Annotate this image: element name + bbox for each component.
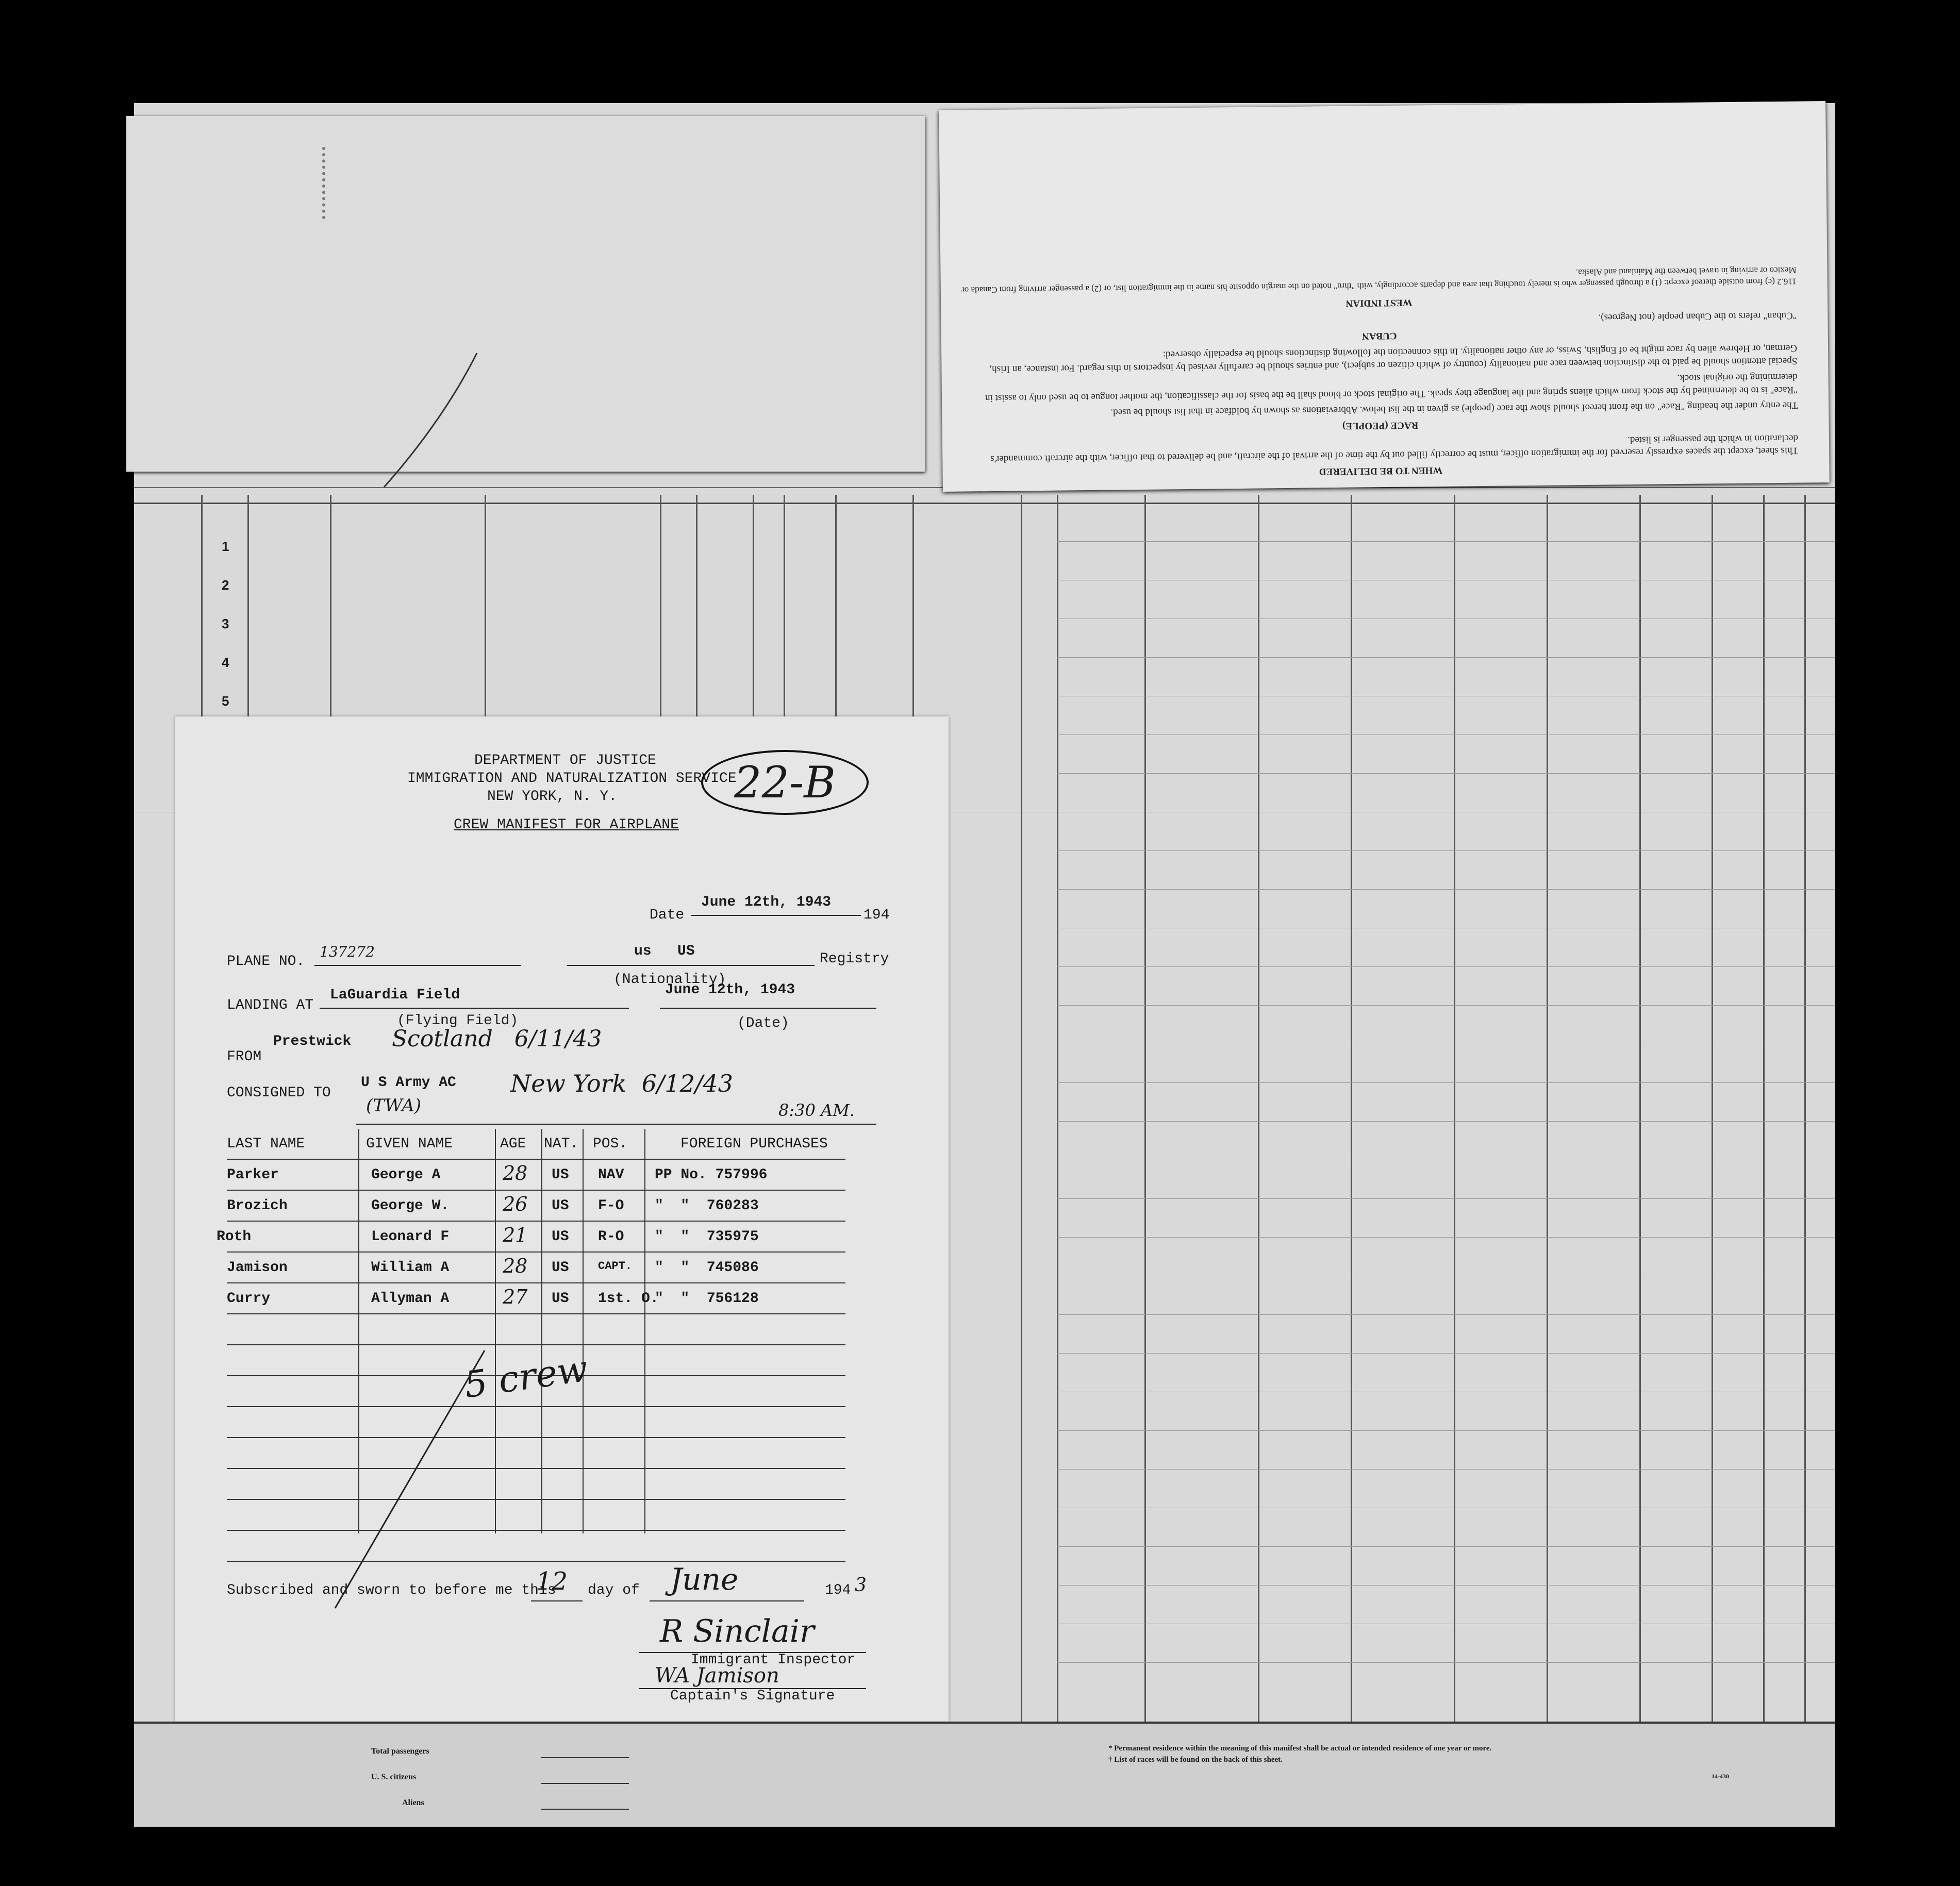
row-number: 4 [222, 655, 229, 670]
rule-reference: 116.2 (c) from outside thereof except: (1) a through passenger who is merely touching that area and departs accordingly, with "thru" noted on the margin opposite his name in the immigration list, or (2) a passenger arriving from Canada or Mexico or arriving in travel between the Mainland and Alaska. [961, 265, 1797, 295]
upside-down-instructions [959, 112, 1798, 481]
nationality-caption: (Nationality) [613, 972, 726, 988]
last-name: Roth [217, 1229, 252, 1245]
captain-label: Captain's Signature [670, 1688, 835, 1704]
pen-stroke [322, 348, 554, 492]
folded-instructions-flap [939, 101, 1830, 492]
position: F-O [598, 1198, 624, 1214]
table-row-empty [227, 1407, 845, 1438]
heading-west-indian: WEST INDIAN [1346, 297, 1413, 309]
given-name: Allyman A [371, 1291, 450, 1307]
position: CAPT. [598, 1260, 633, 1273]
landing-line [320, 1008, 629, 1009]
crew-manifest-card [175, 716, 949, 1722]
table-row-empty [227, 1531, 845, 1562]
table-row-empty [227, 1314, 845, 1345]
position: NAV [598, 1167, 624, 1183]
city-heading: NEW YORK, N. Y. [487, 789, 618, 805]
column-divider [1258, 495, 1259, 1814]
row-rule [1057, 1082, 1835, 1083]
oath-day-line [531, 1600, 583, 1601]
from-handwritten: Scotland 6/11/43 [392, 1026, 602, 1052]
age: 21 [503, 1224, 528, 1246]
flying-field-caption: (Flying Field) [397, 1013, 519, 1029]
row-rule [1057, 1546, 1835, 1547]
last-name: Brozich [227, 1198, 288, 1214]
folded-flap-left [126, 116, 925, 472]
age: 28 [503, 1162, 528, 1184]
row-rule [1057, 541, 1835, 542]
date-suffix: 194 [863, 907, 890, 923]
last-name: Curry [227, 1291, 271, 1307]
stamp-number: 22-B [701, 750, 869, 815]
col-age: AGE [500, 1136, 526, 1152]
table-row [217, 1222, 845, 1253]
footnote-residence: * Permanent residence within the meaning of this manifest shall be actual or intended residence of one year or more. [1108, 1744, 1492, 1753]
inspector-label: Immigrant Inspector [691, 1652, 856, 1668]
column-divider [1454, 495, 1455, 1814]
column-divider [1351, 495, 1352, 1814]
instructions-para: Special attention should be paid to the distinction between race and nationality (country of which citizen or subject), and entries should be carefully revised by inspectors in this regard. For instance, an Irish, German, or Hebrew alien by race might be of English, Swiss, or any other nationality. In this connection the following distinctions should be especially observed: [989, 343, 1798, 375]
total-passengers-label: Total passengers [371, 1747, 429, 1756]
row-rule [1057, 1314, 1835, 1315]
heading-cuban: CUBAN [1361, 330, 1397, 342]
oath-text-b: day of [588, 1582, 640, 1598]
row-rule [1057, 1469, 1835, 1470]
row-rule [1057, 1353, 1835, 1354]
consigned-handwritten: New York 6/12/43 [510, 1070, 733, 1097]
date-value: June 12th, 1943 [701, 894, 832, 910]
nationality: US [552, 1198, 569, 1214]
nationality: US [552, 1167, 569, 1183]
form-title: CREW MANIFEST FOR AIRPLANE [454, 817, 679, 833]
form-number: 14-430 [1712, 1773, 1729, 1780]
aliens-line [541, 1809, 629, 1810]
instructions-para: "Race" is to be determined by the stock from which aliens spring and the language they speak. The original stock or blood shall be the basis for the classification, the mother tongue to be used only to assist in determining the original stock. [985, 371, 1798, 404]
position: R-O [598, 1229, 624, 1245]
given-name: George A [371, 1167, 441, 1183]
instructions-para: The entry under the heading "Race" on the front hereof should show the race (people) as given in the list below. Abbreviations as shown by boldface in that list should be used. [1110, 399, 1798, 418]
captain-signature: WA Jamison [655, 1664, 779, 1688]
table-row-empty [227, 1438, 845, 1469]
nationality-values: us US [634, 943, 695, 959]
nationality: US [552, 1291, 569, 1307]
row-rule [1057, 773, 1835, 774]
row-number: 3 [222, 616, 229, 631]
sheet-footer [134, 1722, 1835, 1827]
column-divider [1763, 495, 1765, 1814]
from-value: Prestwick [273, 1033, 352, 1049]
consigned-line [356, 1124, 876, 1125]
col-foreign-purchases: FOREIGN PURCHASES [680, 1136, 828, 1152]
column-divider [1804, 495, 1806, 1814]
consigned-sub: (TWA) [366, 1095, 422, 1116]
last-name: Parker [227, 1167, 279, 1183]
column-divider [1021, 495, 1022, 1814]
oath-month-line [650, 1600, 804, 1601]
registry-label: Registry [820, 951, 889, 967]
position: 1st. O. [598, 1291, 659, 1307]
age: 26 [503, 1193, 528, 1215]
landing-label: LANDING AT [227, 997, 314, 1013]
landing-value: LaGuardia Field [330, 987, 460, 1003]
instructions-para: This sheet, except the spaces expressly reserved for the immigration officer, must be correctly filled out by the time of the arrival of the aircraft, and be delivered to that officer, with the aircraft commander's declaration in which the passenger is listed. [990, 432, 1799, 465]
us-citizens-label: U. S. citizens [371, 1773, 417, 1781]
crew-tally: 5 crew [461, 1347, 591, 1407]
oath-year-suffix: 3 [855, 1575, 867, 1596]
column-divider [1547, 495, 1548, 1814]
footnote-races: † List of races will be found on the back of this sheet. [1108, 1756, 1283, 1764]
foreign-purchases: PP No. 757996 [655, 1167, 768, 1183]
arrival-time: 8:30 AM. [778, 1100, 855, 1120]
row-number: 1 [222, 539, 229, 554]
date-line [691, 915, 861, 916]
from-label: FROM [227, 1049, 262, 1065]
row-rule [1057, 1121, 1835, 1122]
given-name: Leonard F [371, 1229, 450, 1245]
column-divider [1144, 495, 1146, 1814]
citizens-line [541, 1783, 629, 1784]
row-rule [1057, 657, 1835, 658]
plane-value: 137272 [320, 943, 375, 960]
foreign-purchases: " " 745086 [655, 1260, 759, 1276]
total-line [541, 1757, 629, 1758]
row-rule [1057, 1237, 1835, 1238]
col-last-name: LAST NAME [227, 1136, 305, 1152]
landing-date: June 12th, 1943 [665, 982, 795, 998]
foreign-purchases: " " 760283 [655, 1198, 759, 1214]
last-name: Jamison [227, 1260, 288, 1276]
age: 28 [503, 1255, 528, 1277]
header-rule [134, 503, 1835, 504]
plane-label: PLANE NO. [227, 954, 305, 970]
table-row [227, 1191, 845, 1222]
row-number: 2 [222, 577, 229, 593]
date-label: Date [650, 907, 685, 923]
consigned-label: CONSIGNED TO [227, 1085, 331, 1101]
date-caption: (Date) [737, 1015, 789, 1031]
row-rule [1057, 1662, 1835, 1663]
table-row [227, 1160, 845, 1191]
column-divider [1057, 495, 1058, 1814]
row-rule [1057, 889, 1835, 890]
row-number: 5 [222, 693, 229, 709]
oath-month: June [670, 1562, 739, 1597]
col-nat: NAT. [544, 1136, 579, 1152]
consigned-value: U S Army AC [361, 1075, 456, 1091]
column-divider [1712, 495, 1713, 1814]
dept-heading: DEPARTMENT OF JUSTICE [474, 753, 656, 769]
given-name: George W. [371, 1198, 450, 1214]
row-rule [1057, 1430, 1835, 1431]
row-rule [1057, 966, 1835, 967]
landing-date-line [660, 1008, 876, 1009]
col-given-name: GIVEN NAME [366, 1136, 453, 1152]
crew-table [217, 1129, 845, 1562]
table-row-empty [227, 1500, 845, 1531]
given-name: William A [371, 1260, 450, 1276]
oath-day: 12 [536, 1567, 568, 1596]
row-rule [1057, 850, 1835, 851]
nationality-line [567, 965, 815, 966]
nationality: US [552, 1229, 569, 1245]
tally-stroke [330, 1345, 495, 1613]
heading-race: RACE (PEOPLE) [1342, 420, 1419, 431]
foreign-purchases: " " 735975 [655, 1229, 759, 1245]
table-row [227, 1283, 845, 1314]
table-row [227, 1253, 845, 1283]
heading-when-delivered: WHEN TO BE DELIVERED [1319, 464, 1443, 477]
row-rule [1057, 1005, 1835, 1006]
oath-text-a: Subscribed and sworn to before me this [227, 1582, 556, 1598]
bleed-marks [322, 147, 356, 219]
instructions-para: "Cuban" refers to the Cuban people (not Negroes). [1598, 310, 1797, 323]
age: 27 [503, 1286, 528, 1308]
foreign-purchases: " " 756128 [655, 1291, 759, 1307]
table-header-row [227, 1129, 845, 1160]
table-row-empty [227, 1469, 845, 1500]
oath-year-prefix: 194 [825, 1582, 851, 1598]
service-heading: IMMIGRATION AND NATURALIZATION SERVICE [407, 771, 737, 787]
nationality: US [552, 1260, 569, 1276]
aliens-label: Aliens [402, 1798, 424, 1807]
inspector-signature: R Sinclair [660, 1613, 815, 1649]
plane-line [314, 965, 521, 966]
col-pos: POS. [593, 1136, 628, 1152]
column-divider [1639, 495, 1641, 1814]
row-rule [1057, 1198, 1835, 1199]
